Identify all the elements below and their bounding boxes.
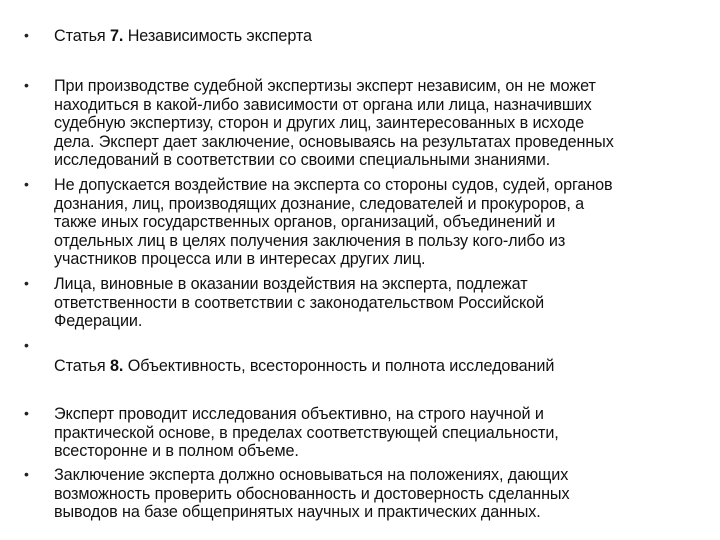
paragraph-line: практической основе, в пределах соответствующей специальности, (54, 423, 559, 442)
article-8-heading-title: Объективность, всесторонность и полнота исследований (127, 357, 555, 375)
paragraph-line: участников процесса или в интересах других лиц. (54, 250, 426, 269)
paragraph-line: ответственности в соответствии с законодательством Российской (54, 293, 545, 312)
paragraph-line: возможность проверить обоснованность и достоверность сделанных (54, 484, 570, 503)
paragraph-line: Заключение эксперта должно основываться на положениях, дающих (54, 466, 569, 484)
paragraph-line: отдельных лиц в целях получения заключения в пользу кого-либо из (54, 231, 566, 250)
article-7-paragraph-1 (22, 77, 702, 170)
paragraph-line: дознания, лиц, производящих дознание, следователей и прокуроров, а (54, 194, 585, 213)
paragraph-line: Федерации. (54, 312, 143, 331)
bullet: • (24, 176, 29, 192)
bullet: • (24, 77, 29, 93)
article-7-heading-title: Независимость эксперта (127, 27, 312, 45)
article-8-heading-text (54, 357, 702, 376)
paragraph-text (54, 176, 702, 269)
bullet: • (24, 275, 29, 291)
paragraph-line: также иных государственных органов, организаций, объединений и (54, 213, 556, 232)
article-8-paragraph-2 (22, 466, 702, 522)
paragraph-text (54, 275, 702, 331)
paragraph-line: выводов на базе общепринятых научных и практических данных. (54, 503, 541, 522)
paragraph-line: находиться в какой-либо зависимости от органа или лица, назначивших (54, 95, 592, 114)
article-7-paragraph-2 (22, 176, 702, 269)
paragraph-line: При производстве судебной экспертизы эксперт независим, он не может (54, 77, 596, 95)
article-8-heading (22, 357, 702, 376)
article-8-heading-word: Статья (54, 357, 106, 375)
bullet: • (24, 27, 29, 43)
article-8-heading-number: 8. (110, 357, 124, 375)
bullet: • (24, 337, 29, 353)
article-7-heading-text (54, 27, 702, 46)
article-7-heading-word: Статья (54, 27, 106, 45)
paragraph-line: дела. Эксперт дает заключение, основываясь на результатах проведенных (54, 132, 614, 151)
paragraph-text (54, 405, 702, 461)
article-7-heading (22, 27, 702, 46)
bullet: • (24, 466, 29, 482)
article-7-paragraph-3 (22, 275, 702, 331)
paragraph-line: исследований в соответствии со своими специальными знаниями. (54, 151, 551, 170)
paragraph-line: Эксперт проводит исследования объективно, на строго научной и (54, 405, 544, 423)
article-7-heading-number: 7. (110, 27, 124, 45)
bullet: • (24, 405, 29, 421)
paragraph-line: всесторонне и в полном объеме. (54, 442, 299, 461)
paragraph-text (54, 466, 702, 522)
paragraph-line: Не допускается воздействие на эксперта со стороны судов, судей, органов (54, 176, 613, 194)
article-8-paragraph-1 (22, 405, 702, 461)
paragraph-text (54, 77, 702, 170)
paragraph-line: судебную экспертизу, сторон и других лиц, заинтересованных в исходе (54, 114, 585, 133)
empty-bullet-item (22, 337, 702, 354)
paragraph-line: Лица, виновные в оказании воздействия на эксперта, подлежат (54, 275, 528, 293)
